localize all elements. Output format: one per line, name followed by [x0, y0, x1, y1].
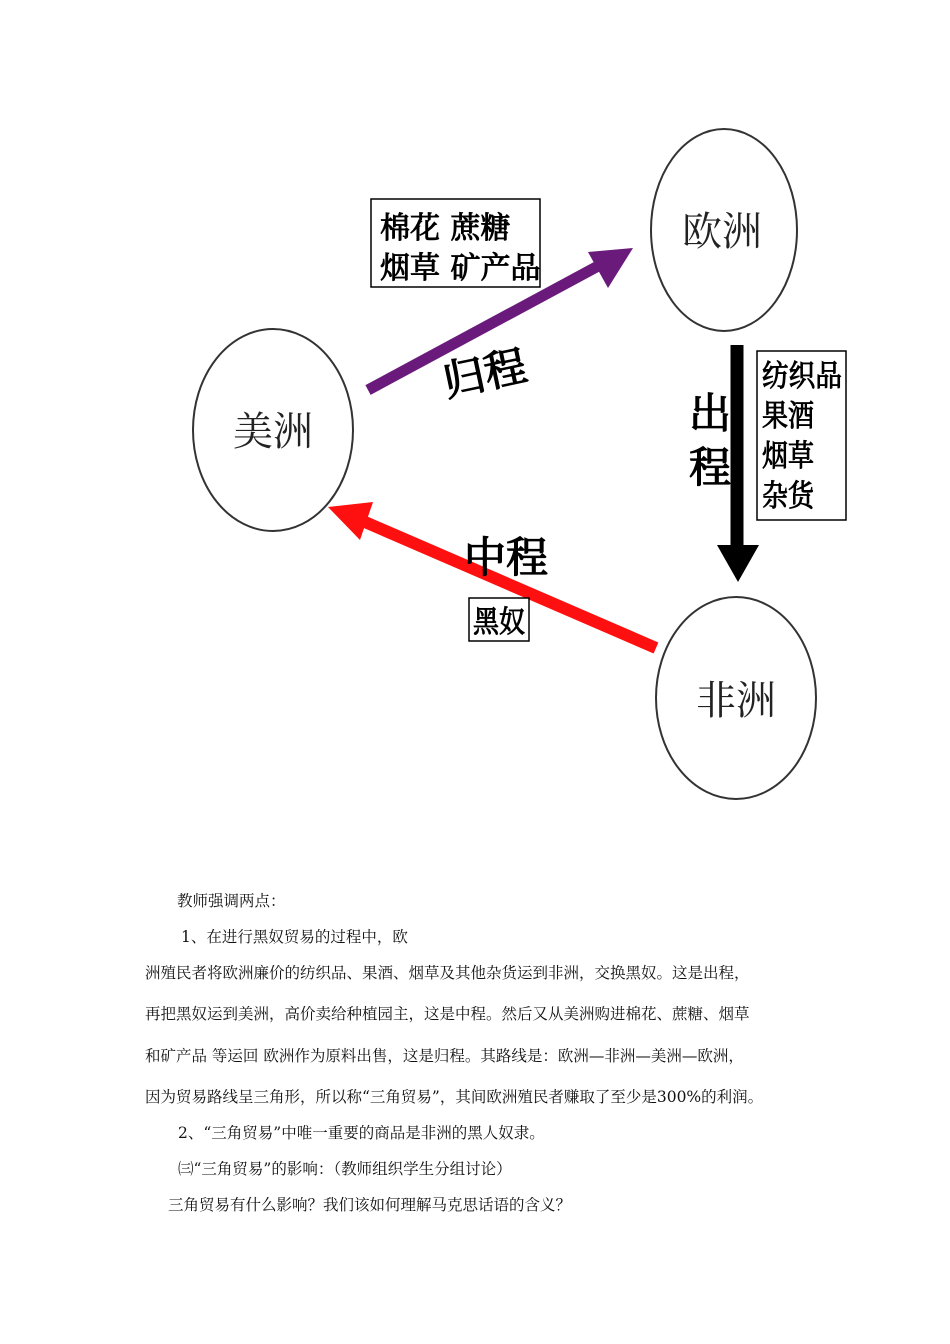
text-point1-line2: 洲殖民者将欧洲廉价的纺织品、果酒、烟草及其他杂货运到非洲，交换黑奴。这是出程，	[145, 964, 750, 982]
outbound-goods-box	[757, 351, 846, 520]
text-point1-start: 1、在进行黑奴贸易的过程中，欧	[181, 928, 408, 946]
outbound-goods-line3: 烟草	[761, 439, 814, 474]
outbound-route-label-2: 程	[688, 443, 732, 492]
outbound-goods-line2: 果酒	[762, 399, 814, 434]
outbound-goods-line1: 纺织品	[762, 359, 842, 394]
node-europe-label: 欧洲	[682, 209, 762, 255]
return-goods-line1: 棉花 蔗糖	[380, 211, 511, 246]
text-teacher-emphasis: 教师强调两点：	[177, 892, 286, 910]
text-impact-heading: ㈢“三角贸易”的影响：（教师组织学生分组讨论）	[178, 1160, 512, 1178]
return-goods-box	[371, 199, 540, 287]
return-route-label: 归程	[438, 340, 531, 407]
text-point2: 2、“三角贸易”中唯一重要的商品是非洲的黑人奴隶。	[178, 1124, 545, 1142]
outbound-route-label-1: 出	[688, 389, 732, 438]
node-america-label: 美洲	[233, 409, 313, 455]
middle-goods-box	[469, 598, 529, 641]
middle-goods-label: 黑奴	[473, 605, 525, 640]
text-discussion-question: 三角贸易有什么影响？我们该如何理解马克思话语的含义？	[168, 1196, 572, 1214]
text-point1-line5: 因为贸易路线呈三角形，所以称“三角贸易”，其间欧洲殖民者赚取了至少是300%的利润。	[145, 1088, 764, 1106]
return-goods-line2: 烟草 矿产品	[380, 251, 541, 286]
outbound-goods-line4: 杂货	[762, 479, 816, 514]
text-point1-line3: 再把黑奴运到美洲，高价卖给种植园主，这是中程。然后又从美洲购进棉花、蔗糖、烟草	[145, 1005, 750, 1023]
text-point1-line4: 和矿产品 等运回 欧洲作为原料出售，这是归程。其路线是：欧洲—非洲—美洲—欧洲，	[145, 1047, 744, 1065]
middle-route-label: 中程	[463, 533, 549, 582]
node-africa-label: 非洲	[696, 678, 776, 724]
